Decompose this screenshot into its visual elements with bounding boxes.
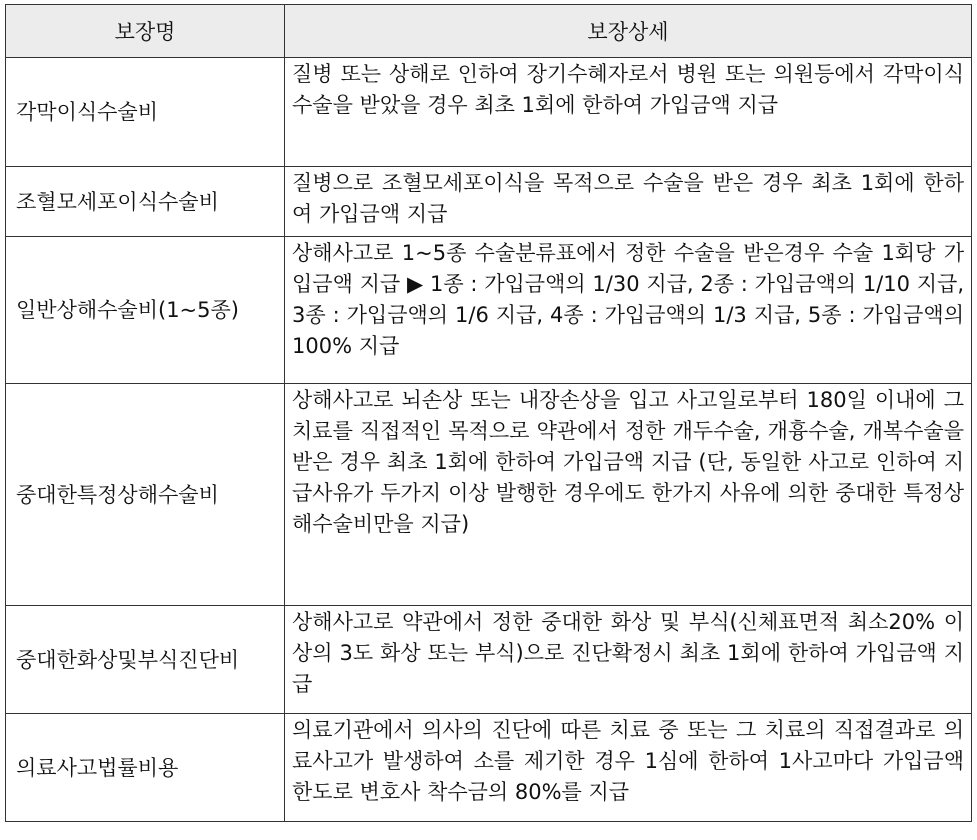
header-coverage-detail: 보장상세 [285,5,972,58]
table-row [6,58,972,167]
table-header [6,5,972,58]
coverage-detail-cell: 질병으로 조혈모세포이식을 목적으로 수술을 받은 경우 최초 1회에 한하여 가입금액 지급 [285,167,972,237]
table-row [6,384,972,606]
coverage-name-cell: 의료사고법률비용 [6,714,285,822]
coverage-name-cell: 중대한화상및부식진단비 [6,606,285,714]
header-row [6,5,972,58]
coverage-table [5,4,972,822]
coverage-table-container [5,4,971,822]
table-row [6,606,972,714]
coverage-detail-cell: 의료기관에서 의사의 진단에 따른 치료 중 또는 그 치료의 직접결과로 의료사고가 발생하여 소를 제기한 경우 1심에 한하여 1사고마다 가입금액 한도로 변호사 착수금의 80%를 지급 [285,714,972,822]
coverage-name-cell: 일반상해수술비(1~5종) [6,237,285,384]
coverage-detail-cell: 상해사고로 약관에서 정한 중대한 화상 및 부식(신체표면적 최소20% 이상의 3도 화상 또는 부식)으로 진단확정시 최초 1회에 한하여 가입금액 지급 [285,606,972,714]
table-body [6,58,972,822]
table-row [6,237,972,384]
coverage-name-cell: 각막이식수술비 [6,58,285,167]
coverage-name-cell: 중대한특정상해수술비 [6,384,285,606]
table-row [6,714,972,822]
table-row [6,167,972,237]
coverage-detail-cell: 상해사고로 뇌손상 또는 내장손상을 입고 사고일로부터 180일 이내에 그 치료를 직접적인 목적으로 약관에서 정한 개두수술, 개흉수술, 개복수술을 받은 경우 최초 1회에 한하여 가입금액 지급 (단, 동일한 사고로 인하여 지급사유가 두가지 이상 발행한 경우에도 한가지 사유에 의한 중대한 특정상해수술비만을 지급) [285,384,972,606]
coverage-detail-cell: 상해사고로 1~5종 수술분류표에서 정한 수술을 받은경우 수술 1회당 가입금액 지급 ▶ 1종 : 가입금액의 1/30 지급, 2종 : 가입금액의 1/10 지급, 3종 : 가입금액의 1/6 지급, 4종 : 가입금액의 1/3 지급, 5종 : 가입금액의 100% 지급 [285,237,972,384]
header-coverage-name: 보장명 [6,5,285,58]
coverage-detail-cell: 질병 또는 상해로 인하여 장기수혜자로서 병원 또는 의원등에서 각막이식수술을 받았을 경우 최초 1회에 한하여 가입금액 지급 [285,58,972,167]
coverage-name-cell: 조혈모세포이식수술비 [6,167,285,237]
